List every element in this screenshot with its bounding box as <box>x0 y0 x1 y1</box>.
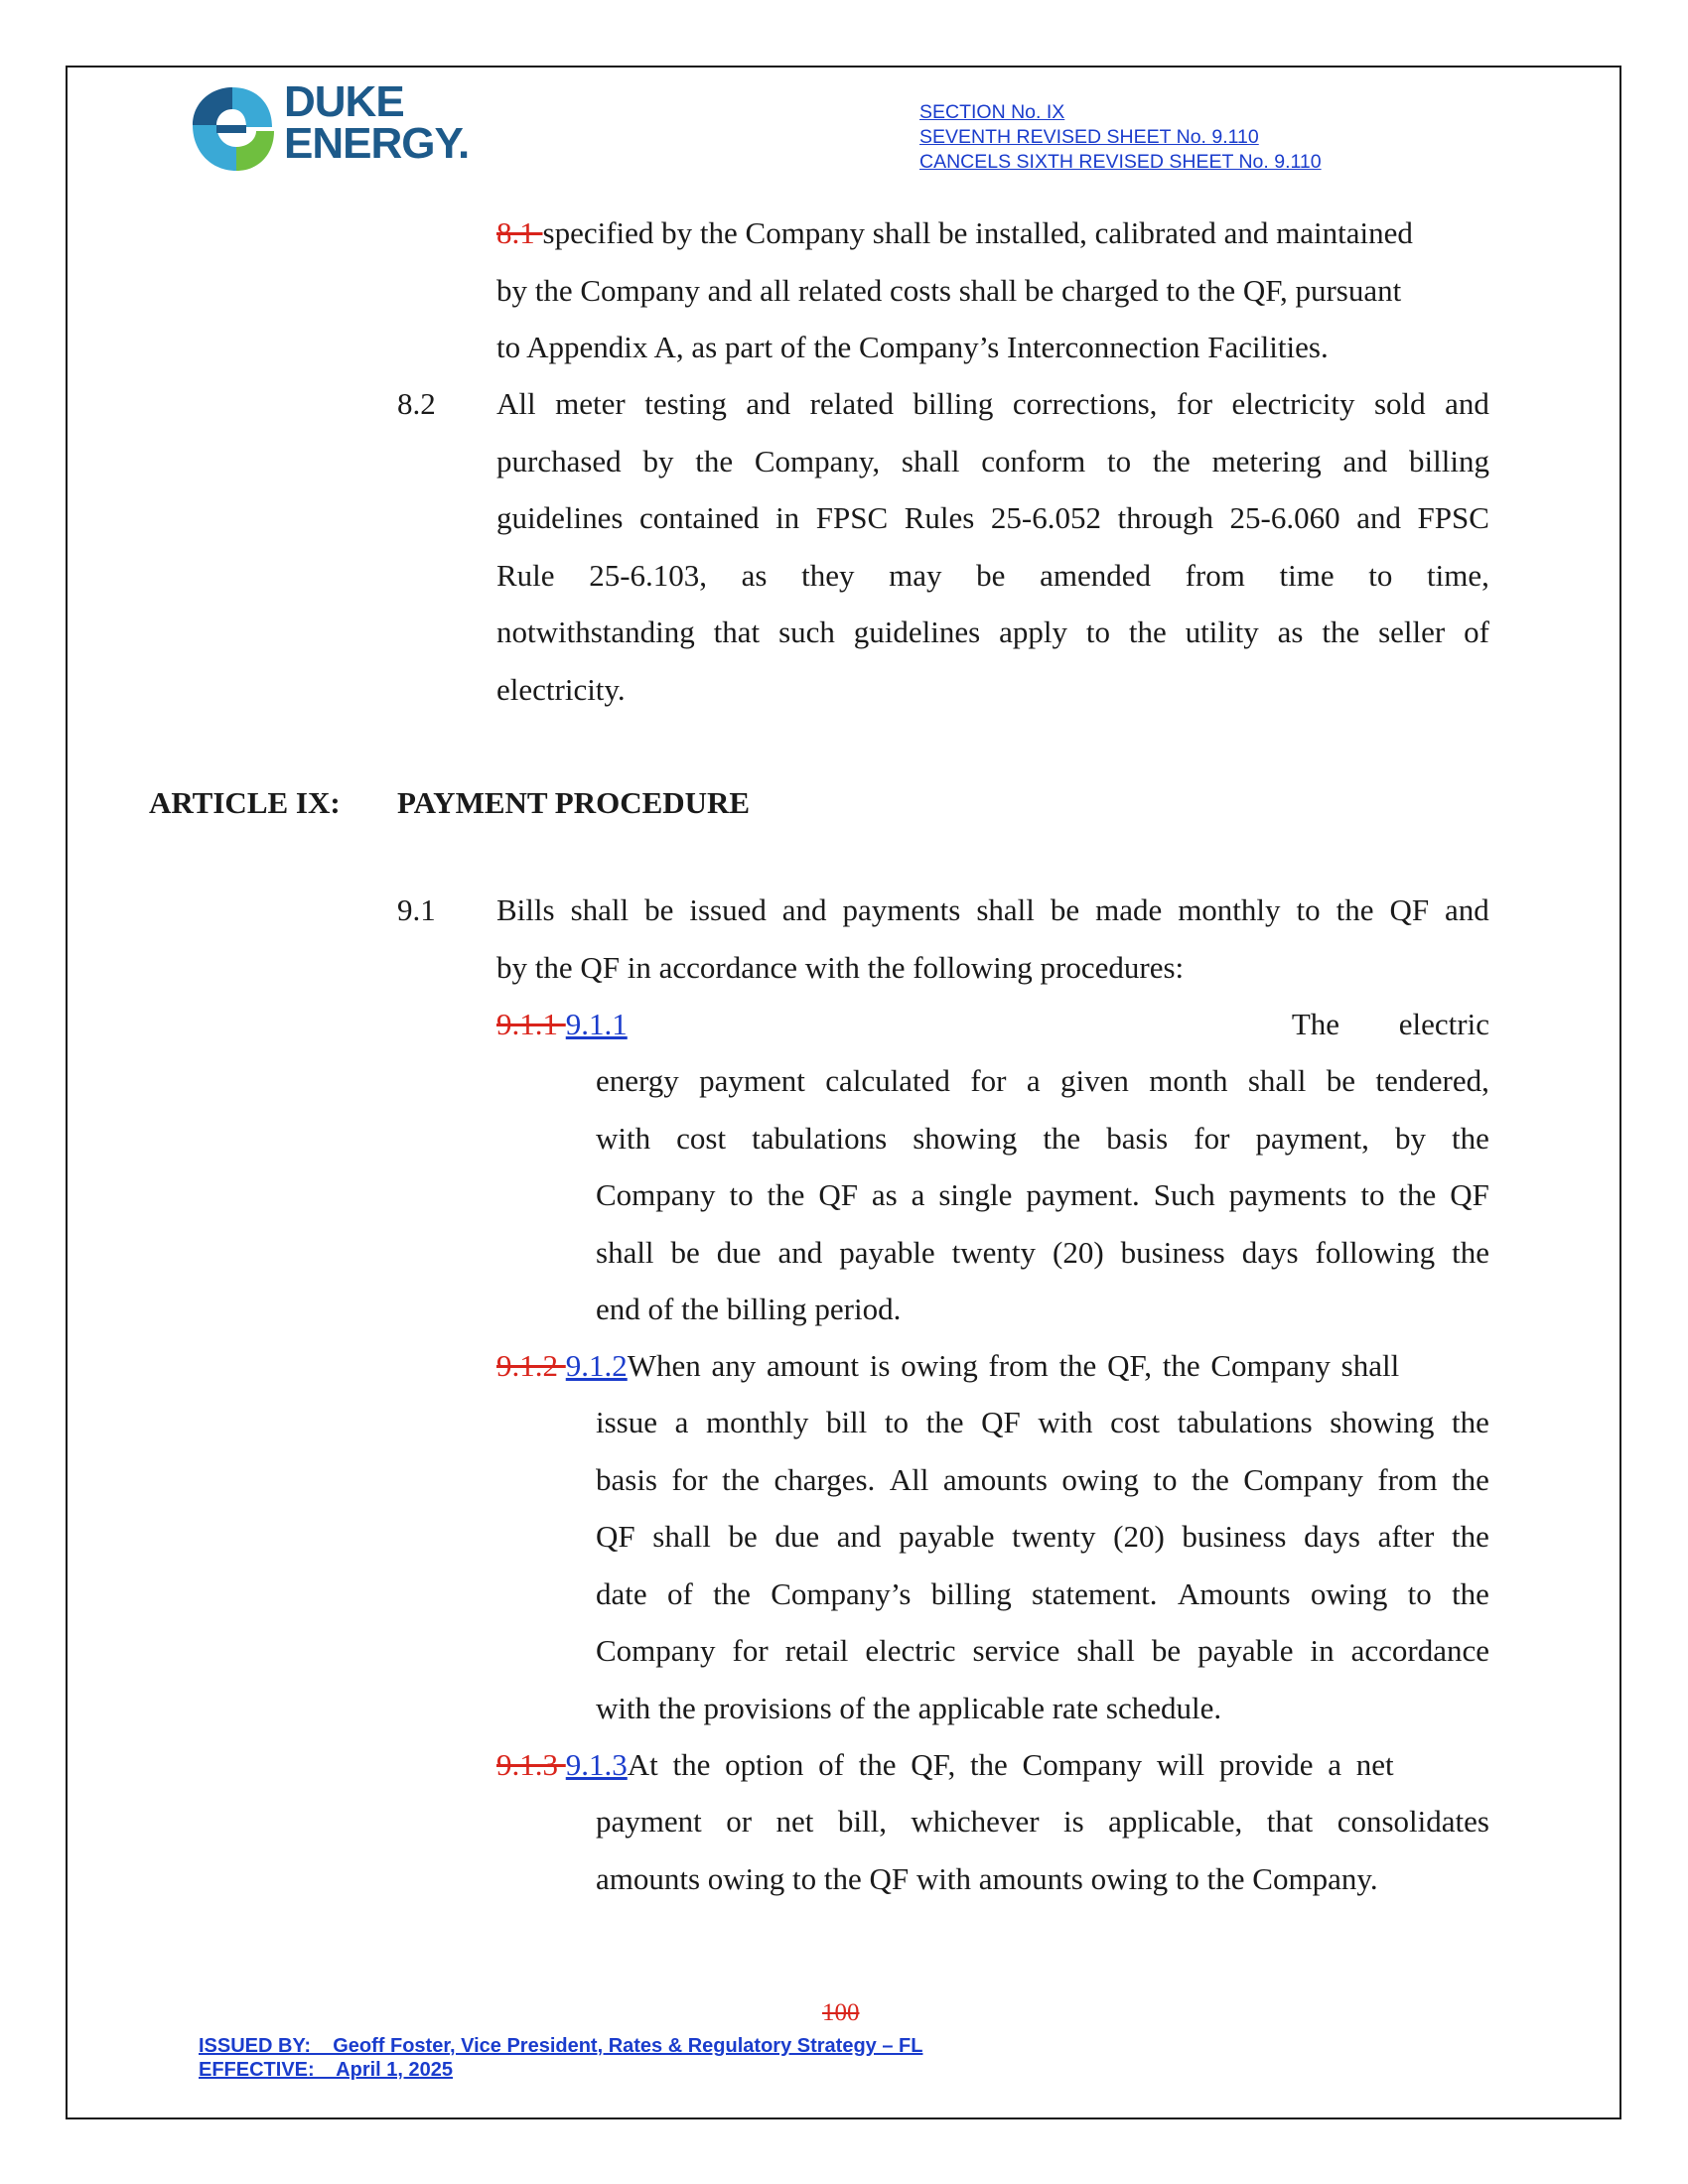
deleted-number: 9.1.3 <box>496 1747 566 1782</box>
text-line: by the QF in accordance with the following procedures: <box>496 949 1185 985</box>
text-line: shall be due and payable twenty (20) business days following the <box>596 1234 1489 1270</box>
section-9-1-2 <box>596 1394 1489 1736</box>
text-line <box>496 205 1489 262</box>
section-9-1-2-first-line <box>496 1337 1489 1395</box>
duke-energy-logo-icon <box>187 81 278 177</box>
text-line: QF shall be due and payable twenty (20) business days after the <box>596 1519 1489 1554</box>
section-9-1-1 <box>596 1052 1489 1338</box>
section-number-8-2: 8.2 <box>397 386 436 421</box>
section-9-1-3-first-line <box>496 1736 1489 1794</box>
footer <box>199 2034 922 2082</box>
issued-by: ISSUED BY: Geoff Foster, Vice President, Rates & Regulatory Strategy – FL <box>199 2035 923 2057</box>
text-line: guidelines contained in FPSC Rules 25-6.052 through 25-6.060 and FPSC <box>496 500 1489 535</box>
text-line: notwithstanding that such guidelines apply to the utility as the seller of <box>496 614 1489 649</box>
text-line: Company for retail electric service shall be payable in accordance <box>596 1633 1489 1668</box>
text-line: date of the Company’s billing statement. Amounts owing to the <box>596 1575 1489 1611</box>
text-line: Bills shall be issued and payments shall be made monthly to the QF and <box>496 892 1489 927</box>
text-line: issue a monthly bill to the QF with cost tabulations showing the <box>596 1405 1489 1439</box>
section-number: SECTION No. IX <box>919 101 1065 123</box>
inserted-number: 9.1.3 <box>565 1747 628 1782</box>
text-line: with the provisions of the applicable rate schedule. <box>596 1690 1222 1725</box>
section-9-1-1-first-words <box>1291 996 1489 1053</box>
section-8-2 <box>496 375 1489 718</box>
inserted-number: 9.1.2 <box>565 1348 628 1383</box>
sheet-header <box>919 100 1322 175</box>
line-text: When any amount is owing from the QF, the Company shall <box>627 1348 1400 1383</box>
text-line: Rule 25-6.103, as they may be amended from time to time, <box>496 557 1489 593</box>
text-line: to Appendix A, as part of the Company’s Interconnection Facilities. <box>496 330 1329 364</box>
article-title: PAYMENT PROCEDURE <box>397 785 751 820</box>
text-line: electricity. <box>496 671 626 707</box>
article-label: ARTICLE IX: <box>149 785 341 820</box>
logo-text-energy: ENERGY. <box>284 119 470 168</box>
text-line: with cost tabulations showing the basis for payment, by the <box>596 1120 1489 1156</box>
effective-date: EFFECTIVE: April 1, 2025 <box>199 2059 453 2081</box>
text-line: Company to the QF as a single payment. Such payments to the QF <box>596 1177 1489 1212</box>
section-9-1-3 <box>596 1793 1489 1907</box>
text-line: purchased by the Company, shall conform to the metering and billing <box>496 443 1489 478</box>
deleted-number: 8.1 <box>496 215 543 250</box>
line-text: specified by the Company shall be installed, calibrated and maintained <box>542 215 1413 250</box>
section-8-1-continuation <box>496 205 1489 376</box>
text-line: energy payment calculated for a given month shall be tendered, <box>596 1063 1489 1098</box>
text-line: All meter testing and related billing corrections, for electricity sold and <box>496 386 1489 421</box>
revised-sheet: SEVENTH REVISED SHEET No. 9.110 <box>919 126 1259 148</box>
cancelled-sheet: CANCELS SIXTH REVISED SHEET No. 9.110 <box>919 151 1322 173</box>
text-line: amounts owing to the QF with amounts owing to the Company. <box>596 1860 1378 1896</box>
text-line: by the Company and all related costs shall be charged to the QF, pursuant <box>496 272 1402 308</box>
section-number-9-1: 9.1 <box>397 892 436 927</box>
text-line: The electric <box>1291 1007 1489 1041</box>
text-line <box>496 1337 1489 1395</box>
line-text: At the option of the QF, the Company will provide a net <box>627 1747 1394 1782</box>
duke-energy-logo <box>187 77 475 177</box>
page-number-deleted: 100 <box>822 1999 860 2026</box>
text-line: basis for the charges. All amounts owing to the Company from the <box>596 1461 1489 1497</box>
deleted-number: 9.1.1 <box>496 1007 566 1041</box>
inserted-number: 9.1.1 <box>565 1007 628 1041</box>
text-line: end of the billing period. <box>596 1292 902 1326</box>
text-line: payment or net bill, whichever is applicable, that consolidates <box>596 1804 1489 1839</box>
deleted-number: 9.1.2 <box>496 1348 566 1383</box>
logo-text-duke: DUKE <box>284 77 404 126</box>
section-9-1 <box>496 882 1489 996</box>
text-line <box>496 1736 1489 1794</box>
